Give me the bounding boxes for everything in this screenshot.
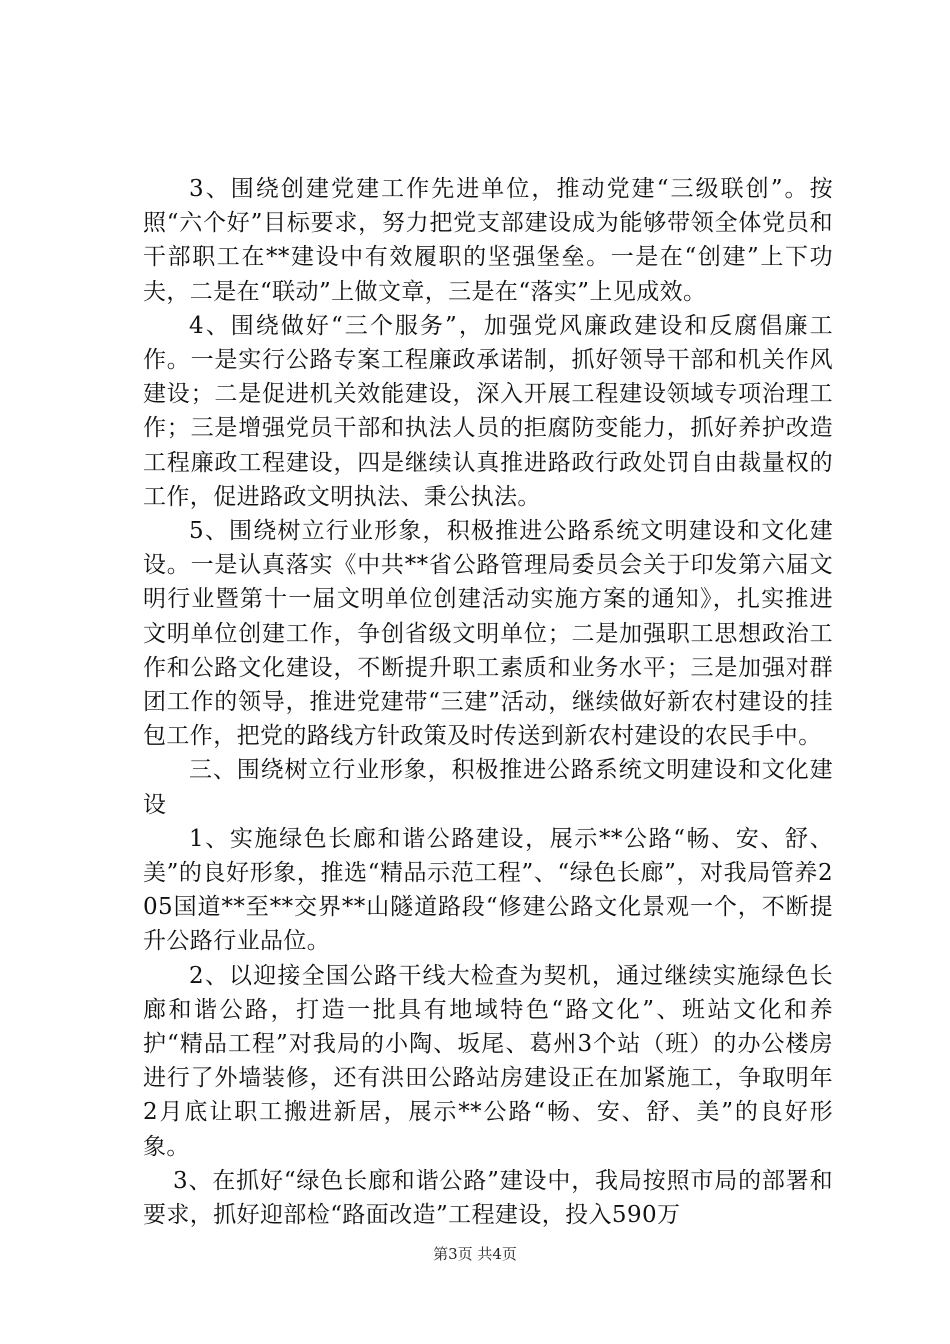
paragraph-integrity: 4、围绕做好“三个服务”，加强党风廉政建设和反腐倡廉工作。一是实行公路专案工程廉政承诺制，抓好领导干部和机关作风建设；二是促进机关效能建设，深入开展工程建设领域专项治理工作；三是增强党员干部和执法人员的拒腐防变能力，抓好养护改造工程廉政工程建设，四是继续认真推进路政行政处罚自由裁量权的工作，促进路政文明执法、秉公执法。	[143, 312, 833, 510]
section-heading-three: 三、围绕树立行业形象，积极推进公路系统文明建设和文化建设	[143, 757, 833, 818]
page-number-label: 第3页 共4页	[433, 1245, 517, 1263]
paragraph-green-corridor: 1、实施绿色长廊和谐公路建设，展示**公路“畅、安、舒、美”的良好形象，推选“精品示范工程”、“绿色长廊”，对我局管养205国道**至**交界**山隧道路段“修建公路文化景观一个，不断提升公路行业品位。	[143, 825, 833, 955]
paragraph-civilization: 5、围绕树立行业形象，积极推进公路系统文明建设和文化建设。一是认真落实《中共**省公路管理局委员会关于印发第六届文明行业暨第十一届文明单位创建活动实施方案的通知》，扎实推进文明单位创建工作，争创省级文明单位；二是加强职工思想政治工作和公路文化建设，不断提升职工素质和业务水平；三是加强对群团工作的领导，推进党建带“三建”活动，继续做好新农村建设的挂包工作，把党的路线方针政策及时传送到新农村建设的农民手中。	[143, 518, 833, 750]
paragraph-road-renovation: 3、在抓好“绿色长廊和谐公路”建设中，我局按照市局的部署和要求，抓好迎部检“路面改造”工程建设，投入590万	[143, 1167, 833, 1229]
paragraph-inspection: 2、以迎接全国公路干线大检查为契机，通过继续实施绿色长廊和谐公路，打造一批具有地域特色“路文化”、班站文化和养护“精品工程”对我局的小陶、坂尾、葛州3个站（班）的办公楼房进行了外墙装修，还有洪田公路站房建设正在加紧施工，争取明年2月底让职工搬进新居，展示**公路“畅、安、舒、美”的良好形象。	[143, 962, 833, 1160]
document-body	[143, 172, 833, 1232]
paragraph-party-building: 3、围绕创建党建工作先进单位，推动党建“三级联创”。按照“六个好”目标要求，努力把党支部建设成为能够带领全体党员和干部职工在**建设中有效履职的坚强堡垒。一是在“创建”上下功夫，二是在“联动”上做文章，三是在“落实”上见成效。	[143, 176, 833, 305]
page-footer	[0, 1244, 950, 1264]
